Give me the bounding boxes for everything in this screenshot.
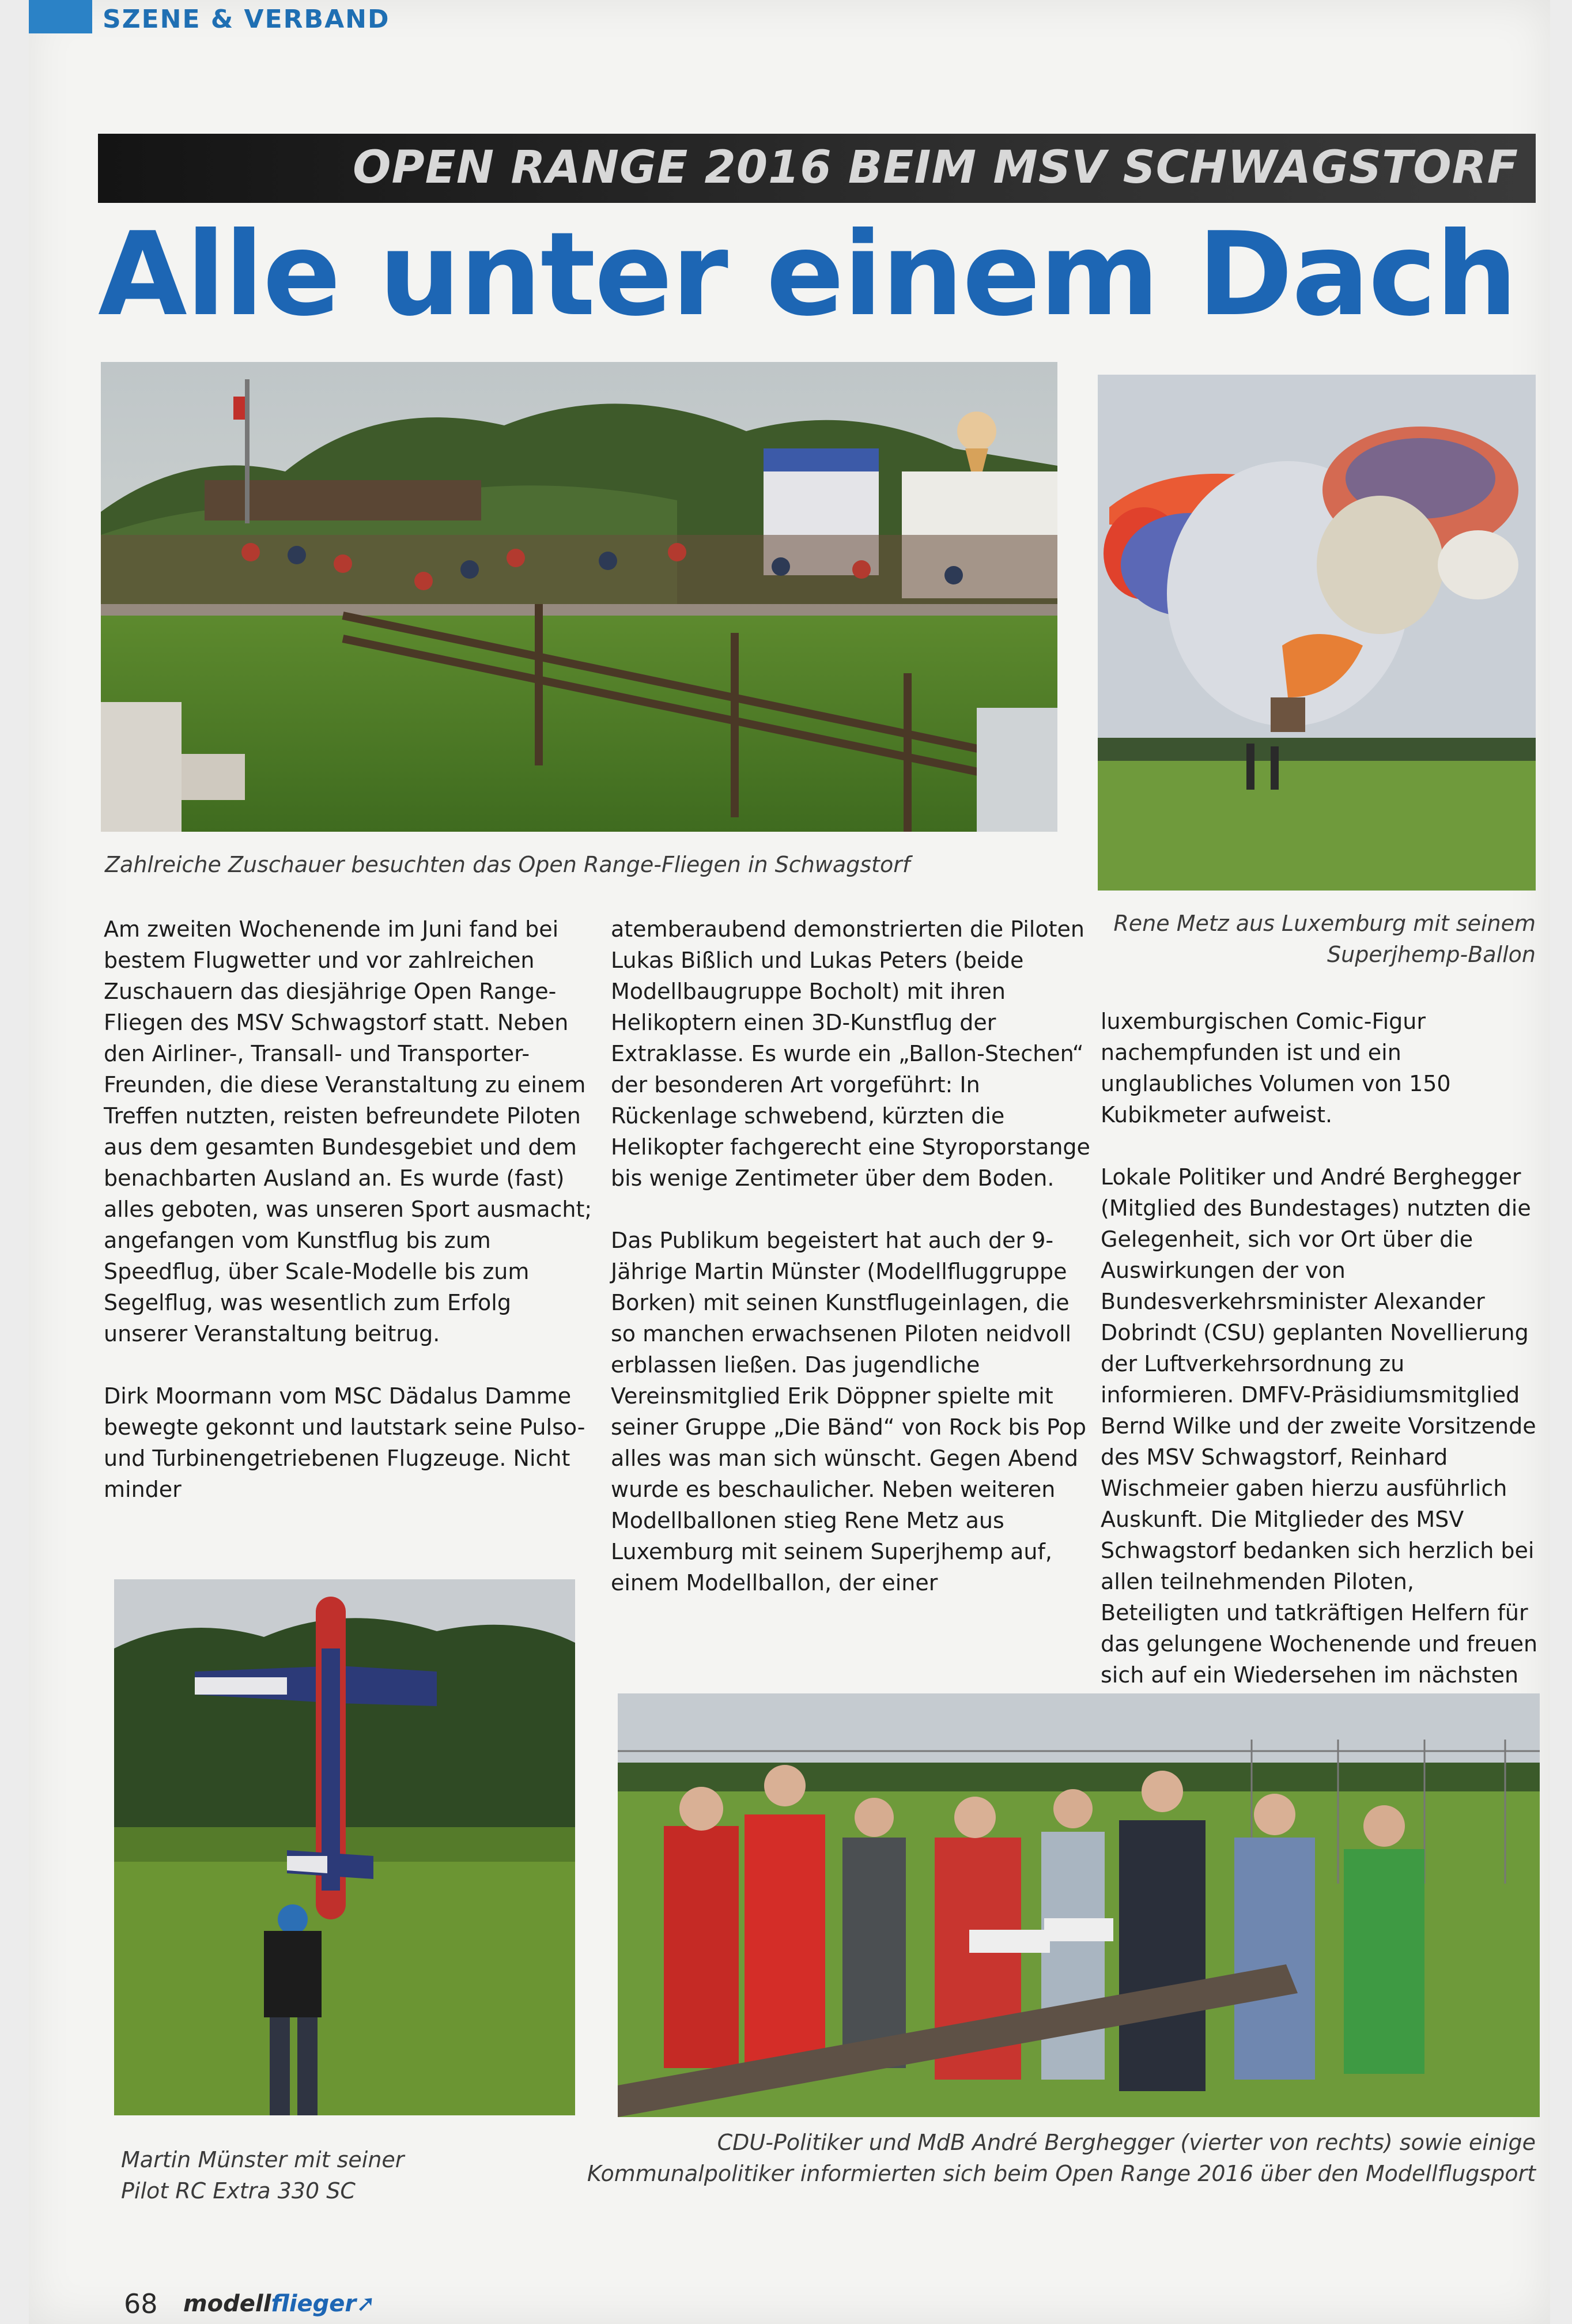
balloon-caption-line1: Rene Metz aus Luxemburg mit seinem [1113,911,1536,936]
page-number: 68 [124,2288,158,2319]
column1-paragraph-2: Dirk Moormann vom MSC Dädalus Damme bewegte gekonnt und lautstark seine Pulso- und Turbinengetriebenen Flugzeuge. Nicht minder [104,1383,585,1502]
spectators-photo [101,362,1057,832]
pilot-photo [114,1579,575,2115]
pilot-photo-image [114,1579,575,2115]
kicker-bar [98,134,1536,203]
column1-paragraph-1: Am zweiten Wochenende im Juni fand bei bestem Flugwetter und vor zahlreichen Zuschauern das diesjährige Open Range-Fliegen des MSV Schwagstorf statt. Neben den Airliner-, Transall- und Transporter-Freunden, die diese Veranstaltung zu einem Treffen nutzten, reisten befreundete Piloten aus dem gesamten Bundesgebiet und dem benachbarten Ausland an. Es wurde (fast) alles geboten, was unseren Sport ausmacht; angefangen vom Kunstflug bis zum Speedflug, über Scale-Modelle bis zum Segelflug, was wesentlich zum Erfolg unserer Veranstaltung beitrug. [104,916,592,1346]
column2-paragraph-2: Das Publikum begeistert hat auch der 9-Jährige Martin Münster (Modellfluggruppe Borken) mit seinen Kunstflugeinlagen, die so manchen erwachsenen Piloten neidvoll erblassen ließen. Das jugendliche Vereinsmitglied Erik Döppner spielte mit seiner Gruppe „Die Bänd“ von Rock bis Pop alles was man sich wünscht. Gegen Abend wurde es beschaulicher. Neben weiteren Modellballonen stieg Rene Metz aus Luxemburg mit seinem Superjhemp auf, einem Modellballon, der einer [611,1228,1086,1595]
logo-swoosh-icon: ➚ [356,2291,376,2317]
pilot-caption-line1: Martin Münster mit seiner [121,2147,405,2172]
magazine-logo [183,2291,376,2317]
group-caption-line1: CDU-Politiker und MdB André Berghegger (vierter von rechts) sowie einige [717,2130,1536,2155]
column2-paragraph-1: atemberaubend demonstrierten die Piloten Lukas Bißlich und Lukas Peters (beide Modellbaugruppe Bocholt) mit ihren Helikoptern einen 3D-Kunstflug der Extraklasse. Es wurde ein „Ballon-Stechen“ der besonderen Art vorgeführt: In Rückenlage schwebend, kürzten die Helikopter fachgerecht eine Styroporstange bis wenige Zentimeter über dem Boden. [611,916,1090,1191]
pilot-caption-line2: Pilot RC Extra 330 SC [121,2178,356,2204]
column3-paragraph-1: luxemburgischen Comic-Figur nachempfunden ist und ein unglaubliches Volumen von 150 Kubikmeter aufweist. [1101,1009,1451,1127]
group-photo [618,1693,1540,2117]
group-caption-line2: Kommunalpolitiker informierten sich beim Open Range 2016 über den Modellflugsport [587,2161,1536,2186]
balloon-photo [1098,375,1536,891]
logo-part-flieger: flieger [271,2291,357,2317]
spectators-photo-image [101,362,1057,832]
text-column-3 [1101,1006,1539,1784]
spectators-caption: Zahlreiche Zuschauer besuchten das Open Range-Fliegen in Schwagstorf [105,852,910,877]
logo-part-modell: modell [183,2291,271,2317]
text-column-1 [104,914,599,1505]
balloon-photo-image [1098,375,1536,891]
headline: Alle unter einem Dach [98,207,1517,342]
balloon-caption-line2: Superjhemp-Ballon [1327,942,1536,967]
magazine-page [29,0,1550,2324]
section-label: SZENE & VERBAND [103,5,390,34]
column3-paragraph-2: Lokale Politiker und André Berghegger (Mitglied des Bundestages) nutzten die Gelegenheit, sich vor Ort über die Auswirkungen der von Bundesverkehrsminister Alexander Dobrindt (CSU) geplanten Novellierung der Luftverkehrsordnung zu informieren. DMFV-Präsidiumsmitglied Bernd Wilke und der zweite Vorsitzende des MSV Schwagstorf, Reinhard Wischmeier gaben hierzu ausführlich Auskunft. Die Mitglieder des MSV Schwagstorf bedanken sich herzlich bei allen teilnehmenden Piloten, Beteiligten und tatkräftigen Helfern für das gelungene Wochenende und freuen sich auf ein Wiedersehen im nächsten [1101,1164,1538,1688]
kicker: OPEN RANGE 2016 BEIM MSV SCHWAGSTORF [353,142,1518,194]
text-column-2 [611,914,1101,1598]
group-photo-image [618,1693,1540,2117]
section-tab [29,0,92,33]
